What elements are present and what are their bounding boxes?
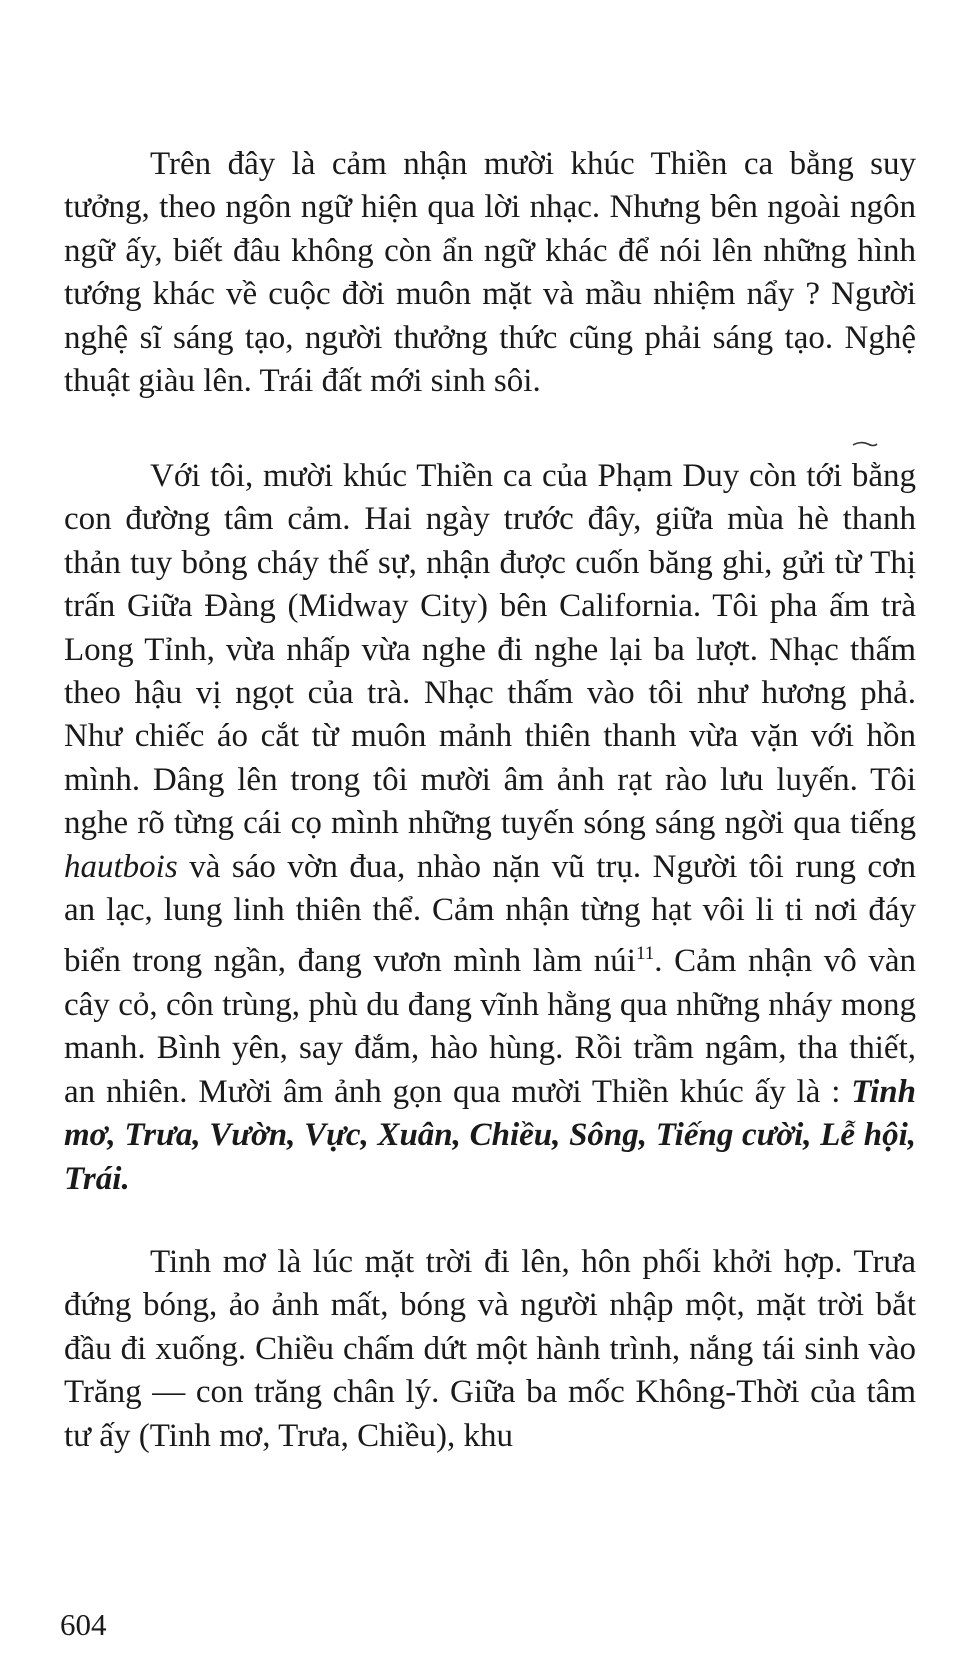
song-titles-list: Tinh mơ, Trưa, Vườn, Vực, Xuân, Chiều, Sông, Tiếng cười, Lễ hội, Trái.: [64, 1073, 916, 1197]
paragraph-1-text: Trên đây là cảm nhận mười khúc Thiền ca bằng suy tưởng, theo ngôn ngữ hiện qua lời nhạc. Nhưng bên ngoài ngôn ngữ ấy, biết đâu không còn ẩn ngữ khác để nói lên những hình tướng khác về cuộc đời muôn mặt và mầu nhiệm nẩy ? Người nghệ sĩ sáng tạo, người thưởng thức cũng phải sáng tạo. Nghệ thuật giàu lên. Trái đất mới sinh sôi.: [64, 146, 916, 400]
page-number: 604: [60, 1607, 107, 1642]
paragraph-2-text-c: . Cảm nhận vô vàn cây cỏ, côn trùng, phù du đang vĩnh hằng qua những nháy mong manh. Bình yên, say đắm, hào hùng. Rồi trầm ngâm, tha thiết, an nhiên. Mười âm ảnh gọn qua mười Thiền khúc ấy là :: [64, 943, 917, 1110]
italic-term-hautbois: hautbois: [64, 848, 178, 885]
paragraph-3-text: Tinh mơ là lúc mặt trời đi lên, hôn phối khởi hợp. Trưa đứng bóng, ảo ảnh mất, bóng và người nhập một, mặt trời bắt đầu đi xuống. Chiều chấm dứt một hành trình, nắng tái sinh vào Trăng — con trăng chân lý. Giữa ba mốc Không-Thời của tâm tư ấy (Tinh mơ, Trưa, Chiều), khu: [64, 1244, 916, 1454]
paragraph-1: [64, 143, 916, 403]
stray-ink-mark: [852, 440, 878, 448]
paragraph-2: [64, 455, 916, 1201]
paragraph-2-text-a: Với tôi, mười khúc Thiền ca của Phạm Duy còn tới bằng con đường tâm cảm. Hai ngày trước đây, giữa mùa hè thanh thản tuy bỏng cháy thế sự, nhận được cuốn băng ghi, gửi từ Thị trấn Giữa Đàng (Midway City) bên California. Tôi pha ấm trà Long Tỉnh, vừa nhấp vừa nghe đi nghe lại ba lượt. Nhạc thấm theo hậu vị ngọt của trà. Nhạc thấm vào tôi như hương phả. Như chiếc áo cắt từ muôn mảnh thiên thanh vừa vặn với hồn mình. Dâng lên trong tôi mười âm ảnh rạt rào lưu luyến. Tôi nghe rõ từng cái cọ mình những tuyến sóng sáng ngời qua tiếng: [64, 458, 916, 842]
footnote-reference: 11: [635, 943, 655, 965]
paragraph-3: [64, 1241, 916, 1458]
paragraph-2-text-b: và sáo vờn đua, nhào nặn vũ trụ. Người tôi rung cơn an lạc, lung linh thiên thể. Cảm nhận từng hạt vôi li ti nơi đáy biển trong ngần, đang vươn mình làm núi: [64, 848, 916, 980]
